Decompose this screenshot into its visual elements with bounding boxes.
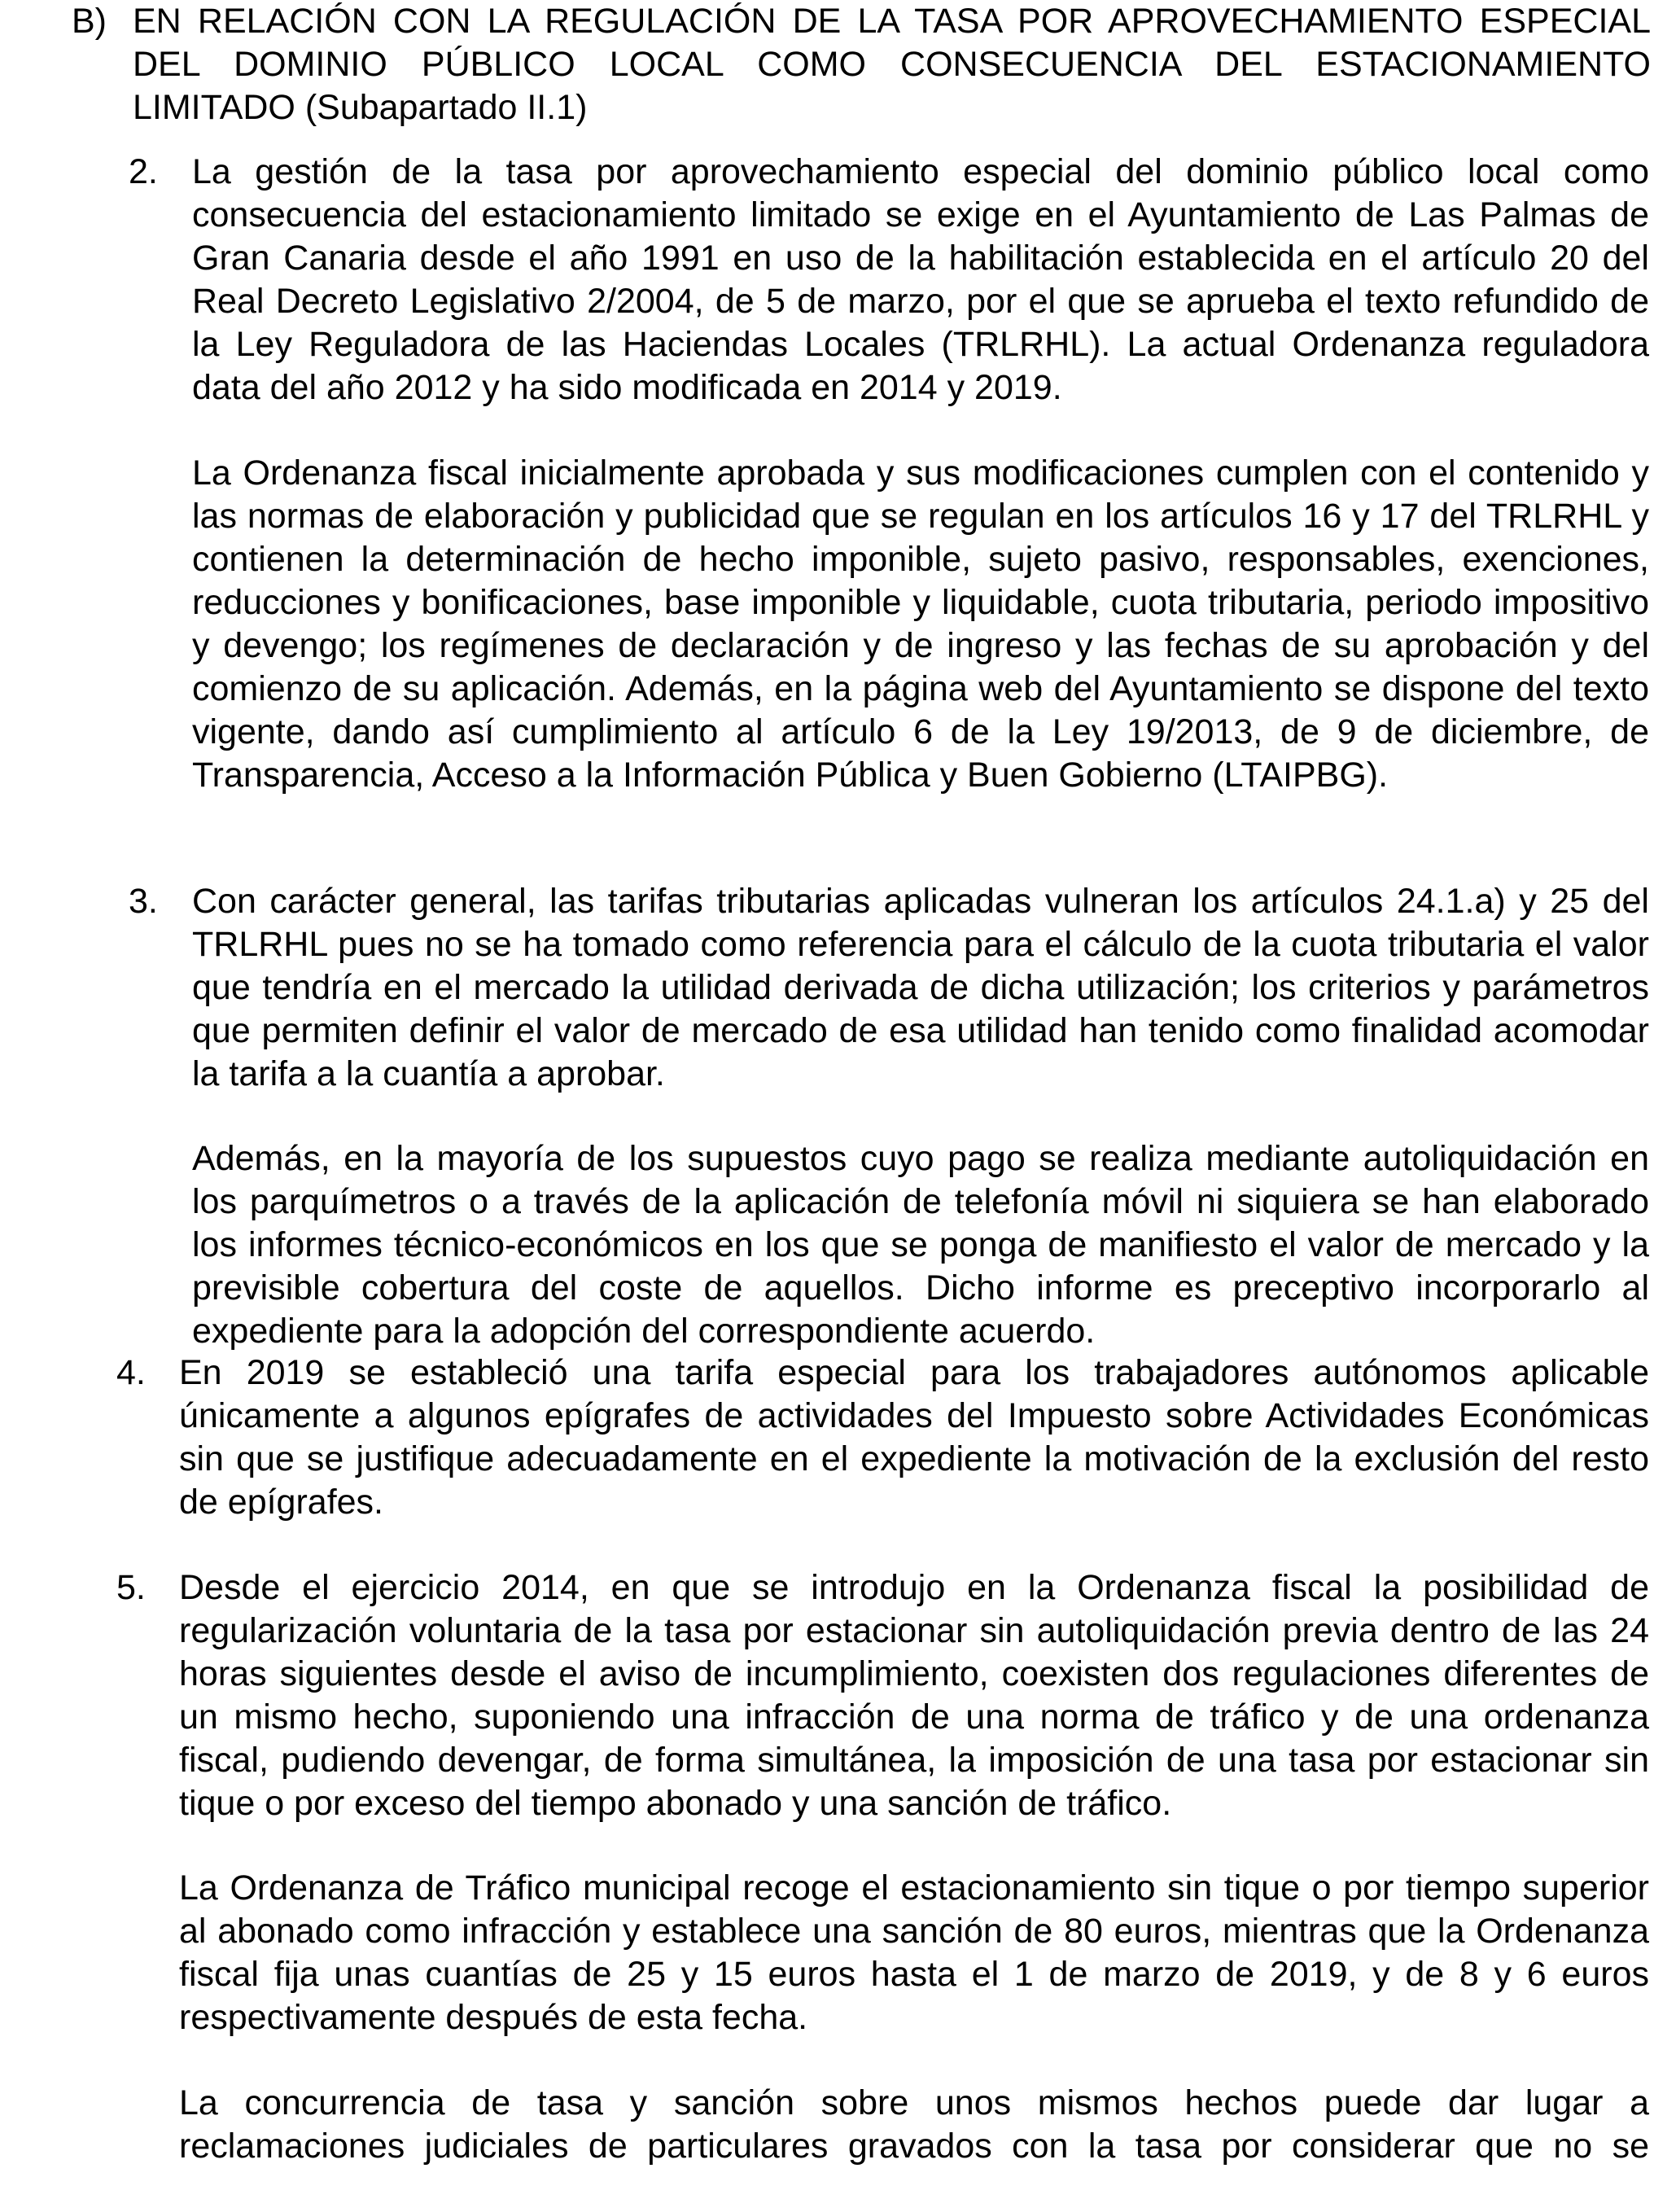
item-paragraph: Con carácter general, las tarifas tributarias aplicadas vulneran los artículos 24.1.a) y 25 del TRLRHL pues no se ha tomado como referencia para el cálculo de la cuota tributaria el valor que tendría en el mercado la utilidad derivada de dicha utilización; los criterios y parámetros que permiten definir el valor de mercado de esa utilidad han tenido como finalidad acomodar la tarifa a la cuantía a aprobar. <box>192 882 1649 1093</box>
item-number: 3. <box>129 882 158 921</box>
section-label: B) <box>72 2 107 41</box>
section-title: EN RELACIÓN CON LA REGULACIÓN DE LA TASA POR APROVECHAMIENTO ESPECIAL DEL DOMINIO PÚBLICO LOCAL COMO CONSECUENCIA DEL ESTACIONAMIENTO LIMITADO (Subapartado II.1) <box>133 2 1651 127</box>
item-paragraph: Además, en la mayoría de los supuestos cuyo pago se realiza mediante autoliquidación en los parquímetros o a través de la aplicación de telefonía móvil ni siquiera se han elaborado los informes técnico-económicos en los que se ponga de manifiesto el valor de mercado y la previsible cobertura del coste de aquellos. Dicho informe es preceptivo incorporarlo al expediente para la adopción del correspondiente acuerdo. <box>192 1139 1649 1351</box>
item-number: 4. <box>116 1353 146 1392</box>
item-paragraph: Desde el ejercicio 2014, en que se introdujo en la Ordenanza fiscal la posibilidad de regularización voluntaria de la tasa por estacionar sin autoliquidación previa dentro de las 24 horas siguientes desde el aviso de incumplimiento, coexisten dos regulaciones diferentes de un mismo hecho, suponiendo una infracción de una norma de tráfico y de una ordenanza fiscal, pudiendo devengar, de forma simultánea, la imposición de una tasa por estacionar sin tique o por exceso del tiempo abonado y una sanción de tráfico. <box>179 1568 1649 1823</box>
item-paragraph: La gestión de la tasa por aprovechamiento especial del dominio público local como consecuencia del estacionamiento limitado se exige en el Ayuntamiento de Las Palmas de Gran Canaria desde el año 1991 en uso de la habilitación establecida en el artículo 20 del Real Decreto Legislativo 2/2004, de 5 de marzo, por el que se aprueba el texto refundido de la Ley Reguladora de las Haciendas Locales (TRLRHL). La actual Ordenanza reguladora data del año 2012 y ha sido modificada en 2014 y 2019. <box>192 152 1649 407</box>
item-number: 5. <box>116 1568 146 1607</box>
item-number: 2. <box>129 152 158 191</box>
item-paragraph: La Ordenanza de Tráfico municipal recoge el estacionamiento sin tique o por tiempo superior al abonado como infracción y establece una sanción de 80 euros, mientras que la Ordenanza fiscal fija unas cuantías de 25 y 15 euros hasta el 1 de marzo de 2019, y de 8 y 6 euros respectivamente después de esta fecha. <box>179 1868 1649 2037</box>
item-paragraph: La concurrencia de tasa y sanción sobre unos mismos hechos puede dar lugar a reclamaciones judiciales de particulares gravados con la tasa por considerar que no se <box>179 2083 1649 2166</box>
item-paragraph: En 2019 se estableció una tarifa especial para los trabajadores autónomos aplicable únicamente a algunos epígrafes de actividades del Impuesto sobre Actividades Económicas sin que se justifique adecuadamente en el expediente la motivación de la exclusión del resto de epígrafes. <box>179 1353 1649 1522</box>
item-paragraph: La Ordenanza fiscal inicialmente aprobada y sus modificaciones cumplen con el contenido y las normas de elaboración y publicidad que se regulan en los artículos 16 y 17 del TRLRHL y contienen la determinación de hecho imponible, sujeto pasivo, responsables, exenciones, reducciones y bonificaciones, base imponible y liquidable, cuota tributaria, periodo impositivo y devengo; los regímenes de declaración y de ingreso y las fechas de su aprobación y del comienzo de su aplicación. Además, en la página web del Ayuntamiento se dispone del texto vigente, dando así cumplimiento al artículo 6 de la Ley 19/2013, de 9 de diciembre, de Transparencia, Acceso a la Información Pública y Buen Gobierno (LTAIPBG). <box>192 453 1649 795</box>
